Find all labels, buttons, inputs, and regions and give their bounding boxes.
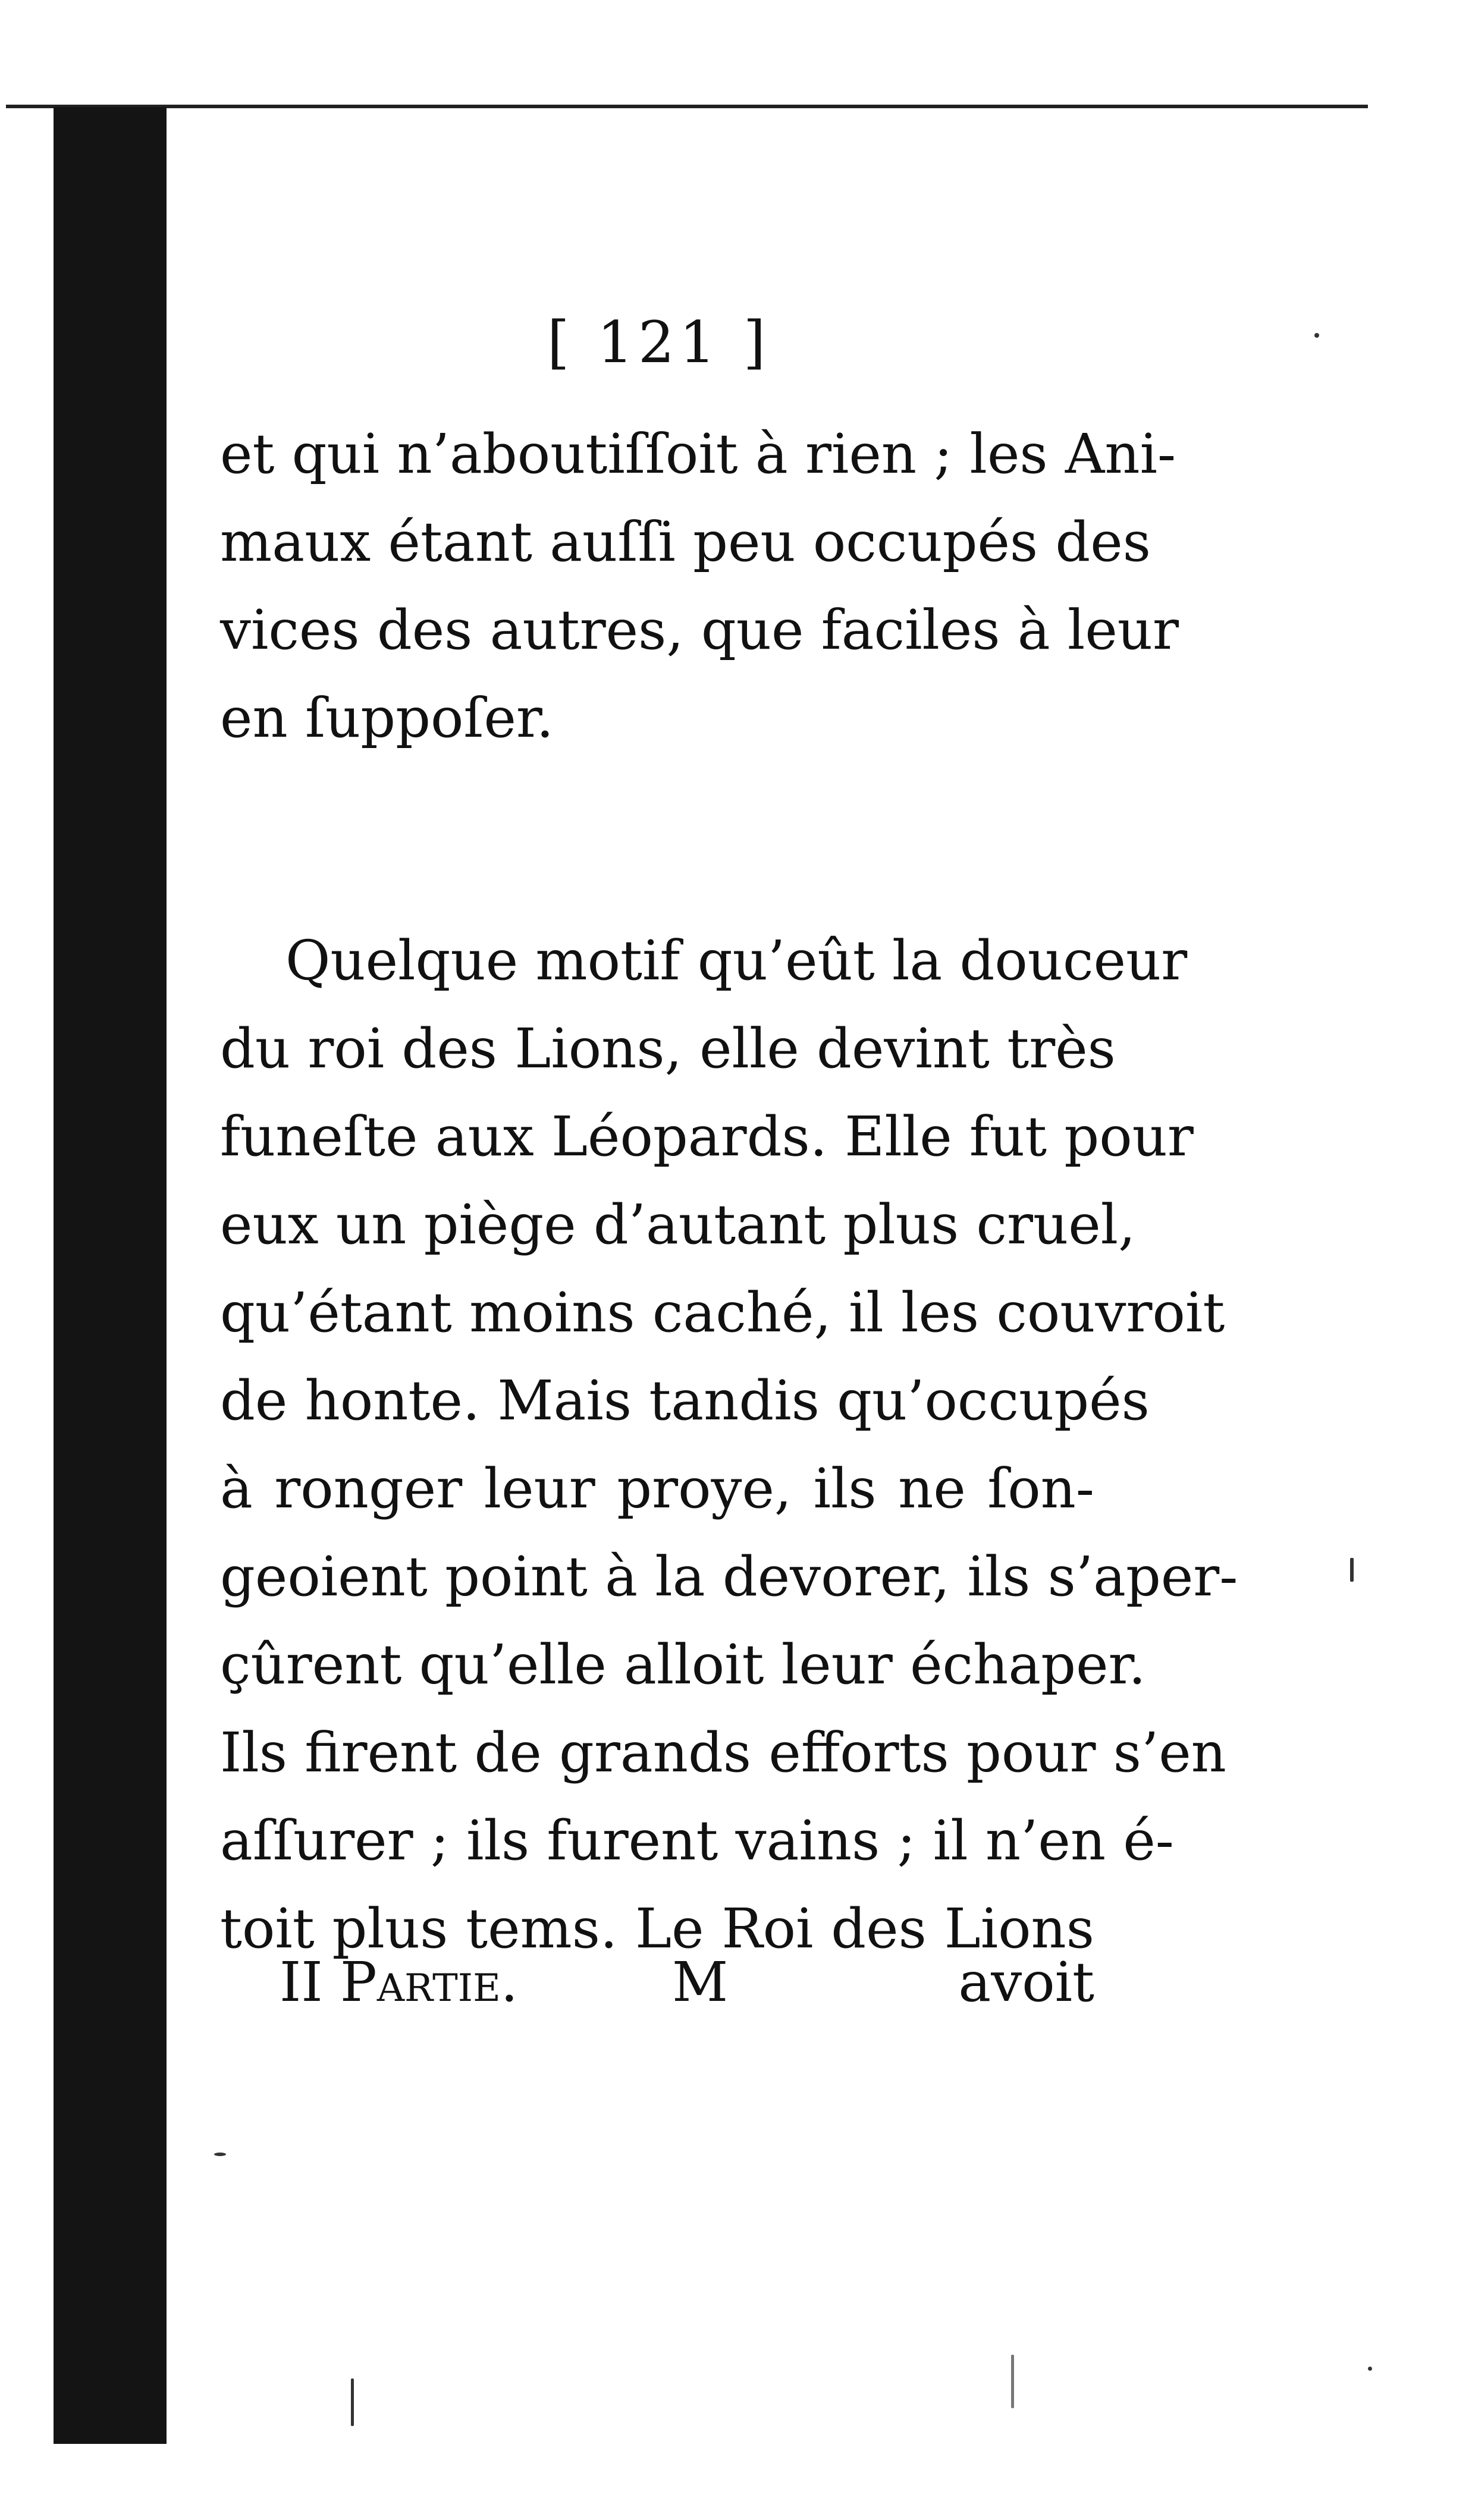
text-line: qu’étant moins caché, il les couvroit	[220, 1281, 1225, 1344]
text-line: à ronger leur proye, ils ne ſon-	[220, 1457, 1094, 1520]
page-number: [ 121 ]	[547, 309, 771, 376]
paragraph-gap	[220, 762, 1094, 917]
text-line: et qui n’aboutiſſoit à rien ; les Ani-	[220, 422, 1176, 486]
text-line: vices des autres, que faciles à leur	[220, 598, 1179, 662]
text-line: çûrent qu’elle alloit leur échaper.	[220, 1633, 1146, 1696]
text-line: maux étant auſſi peu occupés des	[220, 510, 1151, 574]
text-line: Quelque motif qu’eût la douceur	[285, 929, 1188, 992]
book-spine-shadow	[54, 107, 167, 2444]
text-line: du roi des Lions, elle devint très	[220, 1017, 1116, 1080]
scan-speck	[1314, 333, 1319, 338]
scan-speck	[1368, 2367, 1372, 2371]
scan-speck	[351, 2378, 354, 2426]
text-line: funeſte aux Léopards. Elle fut pour	[220, 1105, 1194, 1168]
scan-speck	[214, 2153, 226, 2156]
scan-speck	[1350, 1558, 1354, 1582]
text-line: toit plus tems. Le Roi des Lions	[220, 1897, 1094, 1960]
text-line: aſſurer ; ils furent vains ; il n’en é-	[220, 1809, 1174, 1872]
text-line: de honte. Mais tandis qu’occupés	[220, 1369, 1150, 1432]
text-line: geoient point à la devorer, ils s’aper-	[220, 1545, 1238, 1608]
signature-line: II Partie.	[280, 1950, 519, 2014]
scan-speck	[1011, 2355, 1014, 2408]
text-line: en ſuppoſer.	[220, 686, 554, 750]
text-line: eux un piège d’autant plus cruel,	[220, 1193, 1136, 1256]
top-edge-rule	[6, 105, 1368, 108]
catchword: avoit	[958, 1950, 1094, 2014]
signature-mark: M	[672, 1950, 729, 2014]
body-text	[220, 410, 1238, 1973]
text-line: Ils firent de grands efforts pour s’en	[220, 1721, 1226, 1784]
